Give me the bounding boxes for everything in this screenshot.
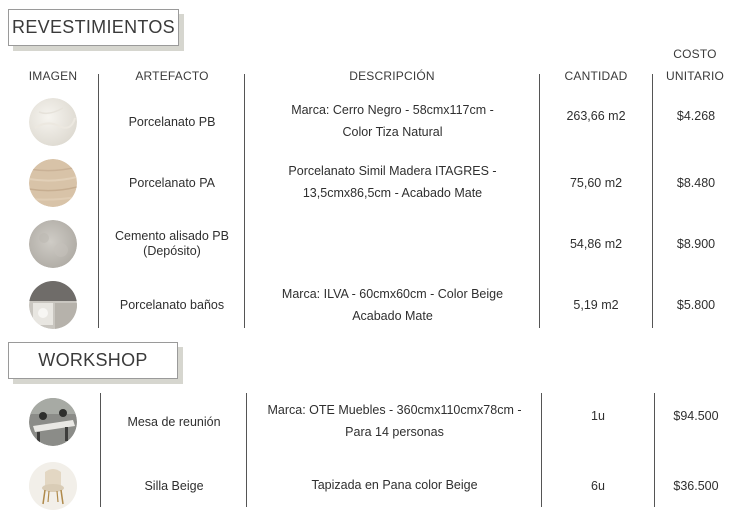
row-costo: $8.480 [676, 176, 716, 190]
row-cantidad: 5,19 m2 [573, 298, 619, 312]
row-artefacto-line1: Cemento alisado PB [115, 229, 229, 243]
cement-swatch-icon [29, 220, 77, 268]
header-cantidad: CANTIDAD [564, 69, 628, 83]
header-imagen: IMAGEN [28, 69, 78, 83]
row-costo: $4.268 [676, 109, 716, 123]
row-descripcion-line1: Marca: ILVA - 60cmx60cm - Color Beige [281, 287, 504, 301]
revestimientos-title: REVESTIMIENTOS [8, 9, 179, 46]
wood-swatch-icon [29, 159, 77, 207]
white-marble-swatch-icon [29, 98, 77, 146]
header-costo-line1: COSTO [673, 47, 717, 61]
row-artefacto: Porcelanato baños [119, 298, 225, 312]
row-costo: $5.800 [676, 298, 716, 312]
row-descripcion-line1: Tapizada en Pana color Beige [311, 478, 478, 492]
row-cantidad: 6u [591, 479, 605, 493]
row-costo: $36.500 [673, 479, 719, 493]
row-artefacto-line2: (Depósito) [143, 244, 201, 258]
meeting-table-photo-icon [29, 398, 77, 446]
row-descripcion-line1: Porcelanato Simil Madera ITAGRES - [288, 164, 497, 178]
column-divider [539, 74, 540, 328]
column-divider [652, 74, 653, 328]
workshop-title: WORKSHOP [8, 342, 178, 379]
row-descripcion-line2: Acabado Mate [352, 309, 433, 323]
row-descripcion-line1: Marca: OTE Muebles - 360cmx110cmx78cm - [267, 403, 522, 417]
row-descripcion-line1: Marca: Cerro Negro - 58cmx117cm - [291, 103, 494, 117]
row-artefacto: Mesa de reunión [127, 415, 221, 429]
row-costo: $94.500 [673, 409, 719, 423]
row-descripcion-line2: Color Tiza Natural [342, 125, 443, 139]
row-cantidad: 1u [591, 409, 605, 423]
row-artefacto: Porcelanato PB [128, 115, 216, 129]
header-artefacto: ARTEFACTO [135, 69, 209, 83]
row-cantidad: 75,60 m2 [569, 176, 623, 190]
row-artefacto: Silla Beige [144, 479, 204, 493]
column-divider [98, 74, 99, 328]
column-divider [244, 74, 245, 328]
row-cantidad: 263,66 m2 [566, 109, 626, 123]
bathroom-swatch-icon [29, 281, 77, 329]
header-costo-line2: UNITARIO [665, 69, 725, 83]
column-divider [541, 393, 542, 507]
column-divider [100, 393, 101, 507]
column-divider [654, 393, 655, 507]
column-divider [246, 393, 247, 507]
row-artefacto: Porcelanato PA [129, 176, 215, 190]
row-cantidad: 54,86 m2 [569, 237, 623, 251]
row-costo: $8.900 [676, 237, 716, 251]
row-descripcion-line2: Para 14 personas [345, 425, 444, 439]
header-descripcion: DESCRIPCIÓN [349, 69, 435, 83]
beige-chair-photo-icon [29, 462, 77, 510]
row-descripcion-line2: 13,5cmx86,5cm - Acabado Mate [302, 186, 483, 200]
